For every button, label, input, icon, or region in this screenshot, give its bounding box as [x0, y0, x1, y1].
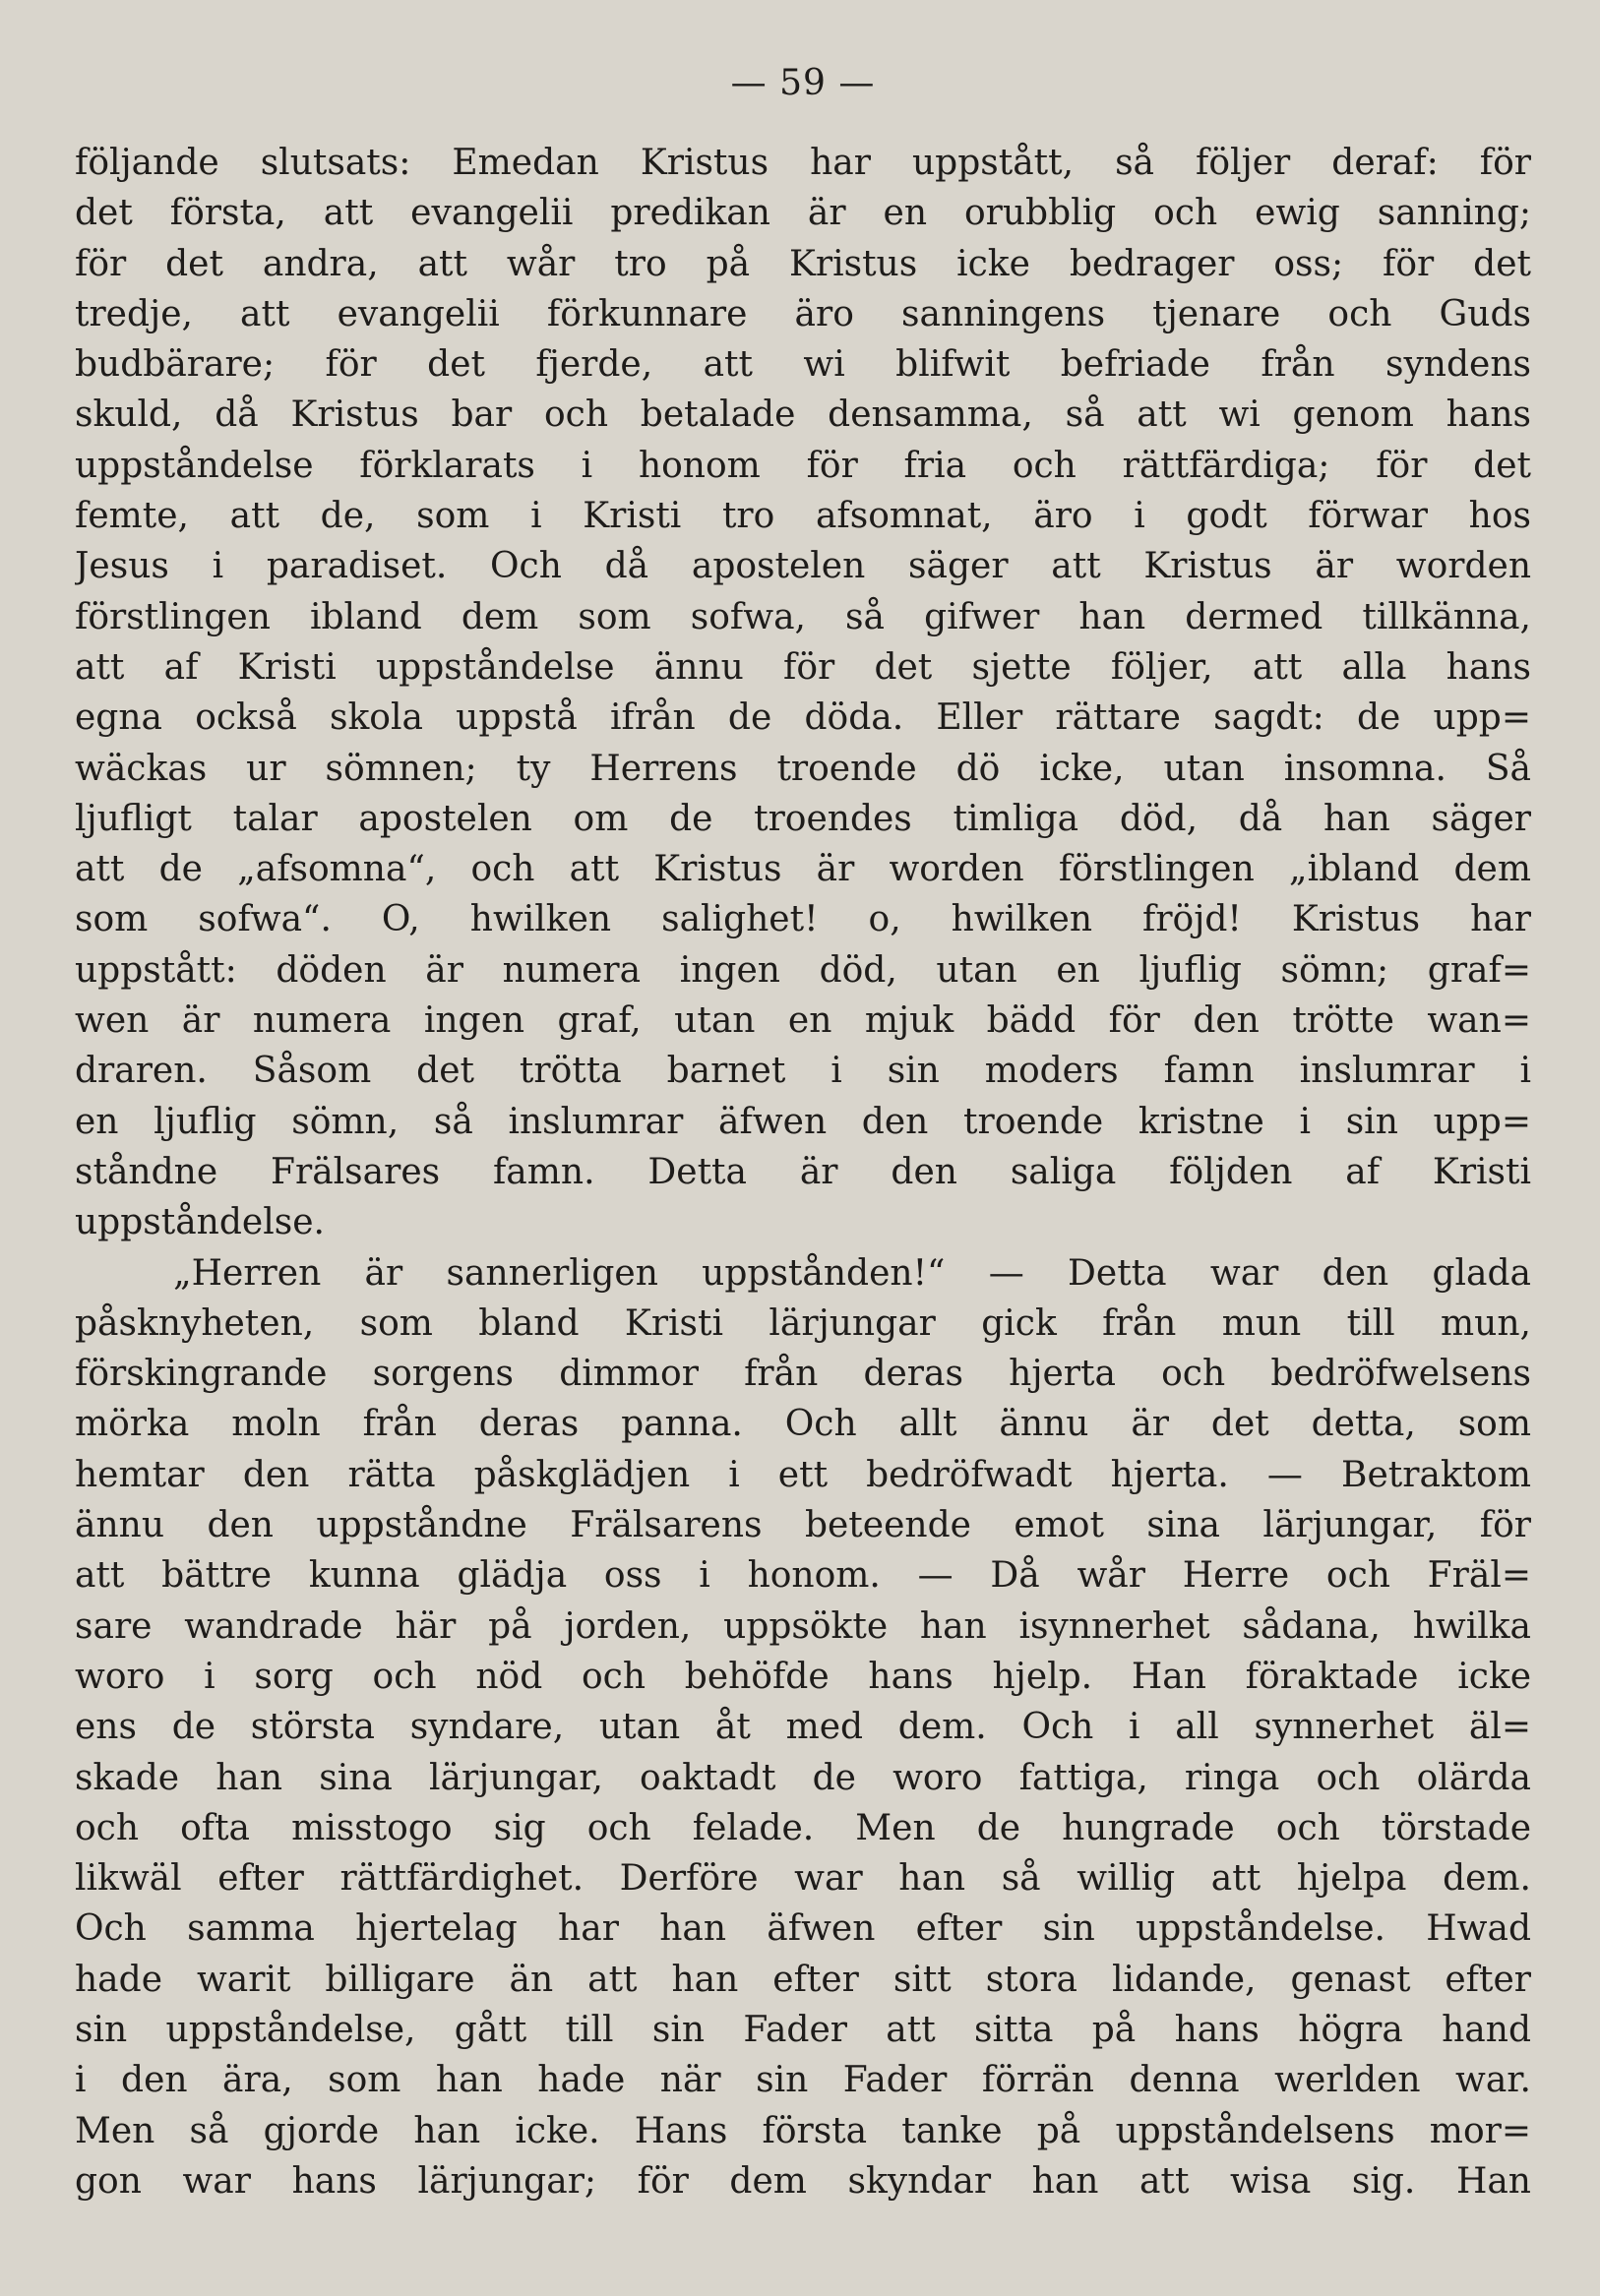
text-line: ens de största syndare, utan åt med dem. Och i all synnerhet äl= — [75, 1707, 1531, 1748]
text-line: en ljuflig sömn, så inslumrar äfwen den troende kristne i sin upp= — [75, 1101, 1531, 1142]
text-line: femte, att de, som i Kristi tro afsomnat, äro i godt förwar hos — [75, 496, 1531, 537]
text-line: uppståndelse. — [75, 1202, 325, 1243]
text-line: ljufligt talar apostelen om de troendes timliga död, då han säger — [75, 798, 1531, 839]
text-line: wen är numera ingen graf, utan en mjuk bädd för den trötte wan= — [75, 1000, 1531, 1042]
text-line: hade warit billigare än att han efter sitt stora lidande, genast efter — [75, 1959, 1531, 2000]
text-line: att de „afsomna“, och att Kristus är worden förstlingen „ibland dem — [75, 849, 1531, 890]
text-line: Och samma hjertelag har han äfwen efter sin uppståndelse. Hwad — [75, 1908, 1531, 1950]
text-line: och ofta misstogo sig och felade. Men de hungrade och törstade — [75, 1807, 1531, 1848]
text-line: mörka moln från deras panna. Och allt ännu är det detta, som — [75, 1404, 1531, 1445]
text-line: att bättre kunna glädja oss i honom. — Då wår Herre och Fräl= — [75, 1555, 1531, 1597]
text-line: Men så gjorde han icke. Hans första tanke på uppståndelsens mor= — [75, 2110, 1531, 2151]
text-line: tredje, att evangelii förkunnare äro sanningens tjenare och Guds — [75, 293, 1531, 334]
text-line: det första, att evangelii predikan är en orubblig och ewig sanning; — [75, 193, 1531, 234]
text-line: uppstått: döden är numera ingen död, utan en ljuflig sömn; graf= — [75, 949, 1531, 991]
body-text — [75, 138, 1531, 2206]
text-line: ståndne Frälsares famn. Detta är den saliga följden af Kristi — [75, 1151, 1531, 1192]
text-line: egna också skola uppstå ifrån de döda. Eller rättare sagdt: de upp= — [75, 697, 1531, 739]
text-line: sin uppståndelse, gått till sin Fader att sitta på hans högra hand — [75, 2009, 1531, 2050]
text-line: för det andra, att wår tro på Kristus icke bedrager oss; för det — [75, 243, 1531, 284]
text-line: följande slutsats: Emedan Kristus har uppstått, så följer deraf: för — [75, 143, 1531, 183]
text-line: sare wandrade här på jorden, uppsökte han isynnerhet sådana, hwilka — [75, 1605, 1531, 1647]
text-line: förstlingen ibland dem som sofwa, så gifwer han dermed tillkänna, — [75, 596, 1531, 637]
text-line: som sofwa“. O, hwilken salighet! o, hwilken fröjd! Kristus har — [75, 899, 1531, 940]
text-line: gon war hans lärjungar; för dem skyndar han att wisa sig. Han — [75, 2160, 1531, 2202]
text-line: hemtar den rätta påskglädjen i ett bedröfwadt hjerta. — Betraktom — [75, 1454, 1531, 1495]
page-number: — 59 — — [730, 63, 876, 103]
text-line: ännu den uppståndne Frälsarens beteende emot sina lärjungar, för — [75, 1505, 1531, 1546]
text-line: wäckas ur sömnen; ty Herrens troende dö icke, utan insomna. Så — [75, 748, 1531, 789]
text-line: att af Kristi uppståndelse ännu för det sjette följer, att alla hans — [75, 646, 1531, 688]
text-line: Jesus i paradiset. Och då apostelen säger att Kristus är worden — [75, 546, 1531, 587]
text-line: skade han sina lärjungar, oaktadt de woro fattiga, ringa och olärda — [75, 1757, 1531, 1798]
text-line: draren. Såsom det trötta barnet i sin moders famn inslumrar i — [75, 1051, 1531, 1092]
text-line: förskingrande sorgens dimmor från deras hjerta och bedröfwelsens — [75, 1354, 1531, 1395]
text-line: skuld, då Kristus bar och betalade densamma, så att wi genom hans — [75, 394, 1531, 436]
text-line: likwäl efter rättfärdighet. Derföre war han så willig att hjelpa dem. — [75, 1858, 1531, 1900]
text-line: woro i sorg och nöd och behöfde hans hjelp. Han föraktade icke — [75, 1656, 1531, 1697]
text-line: budbärare; för det fjerde, att wi blifwit befriade från syndens — [75, 344, 1531, 386]
text-line: i den ära, som han hade när sin Fader förrän denna werlden war. — [75, 2060, 1531, 2101]
text-line: påsknyheten, som bland Kristi lärjungar gick från mun till mun, — [75, 1302, 1531, 1344]
text-line: uppståndelse förklarats i honom för fria och rättfärdiga; för det — [75, 445, 1531, 486]
text-line: „Herren är sannerligen uppstånden!“ — Detta war den glada — [173, 1252, 1531, 1294]
